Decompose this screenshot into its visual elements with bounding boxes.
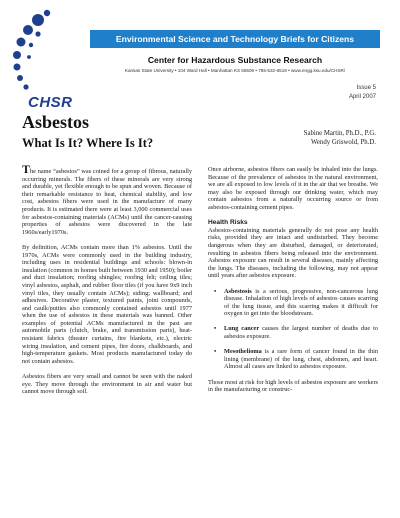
intro-text: he name “asbestos” was coined for a group of fibrous, naturally occurring minerals. The fibers of these minerals are very strong and durable, yet flexible enough to be spun and woven. Because of their remarkable resistance to heat, chemical stability, and low cost, asbestos fibers were used in the manufacture of many products. It is estimated there were at least 3,000 commercial uses for asbestos-containing materials (ACMs) until the cancer-causing properties of asbestos were discovered in the late 1960s/early1970s.: [22, 168, 192, 236]
health-risks-heading: Health Risks: [208, 219, 248, 227]
disease-term: Mesothelioma: [224, 348, 262, 356]
author-2: Wendy Griswold, Ph.D.: [311, 139, 376, 146]
issue-info: [349, 84, 376, 102]
at-risk-paragraph: Those most at risk for high levels of asbestos exposure are workers in the manufacturing or construc-: [208, 378, 378, 394]
intro-paragraph: [22, 162, 192, 236]
right-column: [208, 166, 378, 401]
center-name: Center for Hazardous Substance Research: [147, 55, 323, 65]
bullet-icon: •: [214, 287, 217, 295]
acm-paragraph: By definition, ACMs contain more than 1% asbestos. Until the 1970s, ACMs were commonly used in the building industry, including uses in residential buildings and schools: blown-in insulation (common in homes built between 1930 and 1950); boiler and duct insulation; roofing shingles; roofing felt; ceiling tiles; vinyl asbestos, asphalt, and rubber floor tiles (if you have 9x9 inch vinyl tiles, they usually contain ACMs); siding; wallboard; and adhesives. Decorative plaster, textured paints, joint compounds, and caulk/putties also commonly contained asbestos until 1977 when the use of asbestos in these materials was banned. Other examples of potential ACMs manufactured in the past are automobile parts (clutch, brake, and transmission parts), heat-resistant fabrics (theater curtains, fire blankets, etc.), electric wiring insulation, and cement pipes, fire doors, chalkboards, and high-temperature gaskets. Most products manufactured today do not contain asbestos.: [22, 243, 192, 365]
list-item: [208, 325, 378, 340]
drop-letter: T: [22, 162, 31, 176]
series-banner: Environmental Science and Technology Briefs for Citizens: [90, 30, 380, 48]
authors: [304, 129, 376, 147]
disease-list: [208, 288, 378, 372]
logo-dots: [13, 10, 50, 90]
disease-term: Asbestosis: [224, 287, 252, 295]
health-risks-paragraph: Asbestos-containing materials generally do not pose any health risks, provided they are intact and undisturbed. They become dangerous when they are disturbed, damaged, or deteriorated, resulting in asbestos fibers being released into the environment. Asbestos exposure can result in several diseases, mainly affecting the lungs. The diseases, including the following, may not appear until years after asbestos exposure.: [208, 226, 378, 280]
disease-term: Lung cancer: [224, 325, 260, 333]
list-item: [208, 288, 378, 318]
bullet-icon: •: [214, 325, 217, 333]
issue-number: Issue 5: [356, 85, 376, 91]
article-subtitle: What Is It? Where Is It?: [22, 136, 154, 150]
list-item: [208, 348, 378, 371]
fibers-paragraph: Asbestos fibers are very small and cannot be seen with the naked eye. They move through the environment in air and water but cannot move through soil.: [22, 373, 192, 396]
author-1: Sabine Martin, Ph.D., P.G.: [303, 130, 376, 137]
disease-text: is a rare form of cancer found in the thin lining (membrane) of the lung, chest, abdomen, and heart. Almost all cases are linked to asbestos exposure.: [224, 348, 378, 371]
issue-date: April 2007: [348, 94, 376, 100]
article-title: Asbestos: [22, 112, 90, 132]
left-column: [22, 162, 192, 403]
disease-text: is a serious, progressive, non-cancerous lung disease. Inhalation of high levels of asbestos causes scarring of the lung tissue, and this scarring makes it difficult for oxygen to get into the bloodstream.: [224, 287, 378, 318]
logo-wordmark: CHSR: [28, 94, 73, 111]
disease-text: causes the largest number of deaths due to asbestos exposure.: [224, 325, 378, 341]
center-address: Kansas State University • 104 Ward Hall • Manhattan KS 66506 • 785-532-6519 • www.engg.ksu.edu/CHSR/: [124, 68, 346, 73]
bullet-icon: •: [214, 348, 217, 356]
airborne-paragraph: Once airborne, asbestos fibers can easily be inhaled into the lungs. Because of the prevalence of asbestos in the natural environment, we are all exposed to low levels of it in the air that we breathe. We may also be exposed through our drinking water, which may contain asbestos from a naturally occurring source or from asbestos-containing cement pipes.: [208, 166, 378, 211]
